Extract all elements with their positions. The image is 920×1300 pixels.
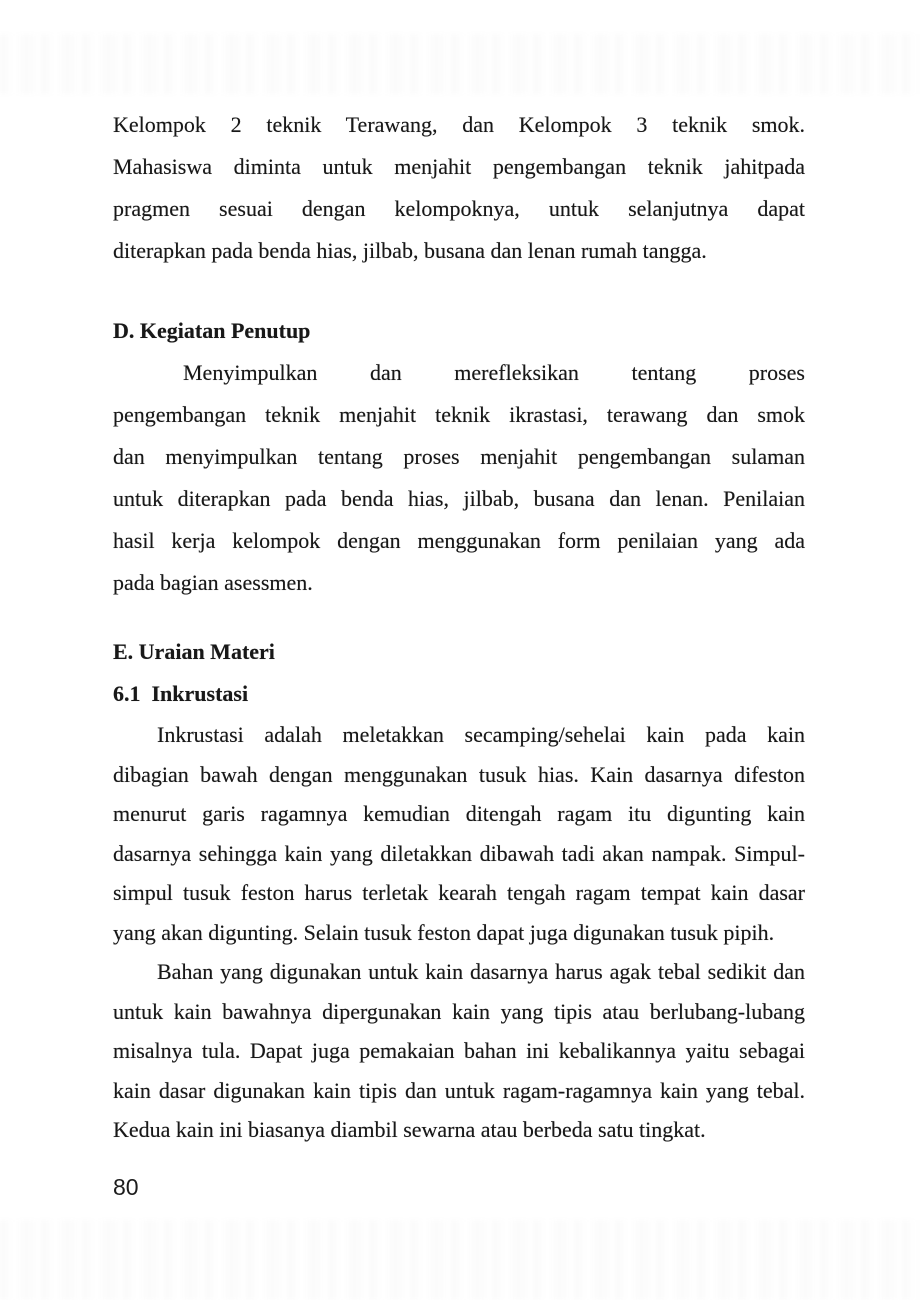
scan-artifact-top: [0, 34, 920, 94]
text-line: untuk diterapkan pada benda hias, jilbab, busana dan lenan. Penilaian: [113, 486, 805, 511]
text-line: menurut garis ragamnya kemudian ditengah ragam itu digunting kain: [113, 801, 805, 826]
text-line: Mahasiswa diminta untuk menjahit pengembangan teknik jahitpada: [113, 154, 805, 179]
scan-artifact-bottom: [0, 1220, 920, 1300]
text-line: Inkrustasi adalah meletakkan secamping/sehelai kain pada kain: [157, 722, 805, 747]
page-number: 80: [113, 1173, 139, 1200]
text-line: dibagian bawah dengan menggunakan tusuk hias. Kain dasarnya difeston: [113, 761, 805, 787]
paragraph-kegiatan-penutup: [113, 352, 805, 604]
paragraph-continuation: [113, 104, 805, 272]
text-line: Menyimpulkan dan merefleksikan tentang proses: [183, 360, 805, 385]
text-line: hasil kerja kelompok dengan menggunakan form penilaian yang ada: [113, 528, 805, 553]
text-line: simpul tusuk feston harus terletak kearah tengah ragam tempat kain dasar: [113, 880, 805, 905]
text-line: misalnya tula. Dapat juga pemakaian bahan ini kebalikannya yaitu sebagai: [113, 1038, 805, 1063]
subsection-heading-inkrustasi: 6.1 Inkrustasi: [113, 681, 249, 706]
text-line: Kedua kain ini biasanya diambil sewarna atau berbeda satu tingkat.: [113, 1117, 706, 1142]
text-line: Kelompok 2 teknik Terawang, dan Kelompok 3 teknik smok.: [113, 112, 805, 137]
text-line: Bahan yang digunakan untuk kain dasarnya harus agak tebal sedikit dan: [157, 959, 805, 984]
text-line: dasarnya sehingga kain yang diletakkan dibawah tadi akan nampak. Simpul-: [113, 840, 805, 866]
page-content: [113, 104, 805, 1202]
paragraph-inkrustasi-1: [113, 715, 805, 952]
section-heading-kegiatan-penutup: D. Kegiatan Penutup: [113, 318, 311, 343]
text-line: dan menyimpulkan tentang proses menjahit pengembangan sulaman: [113, 444, 805, 469]
text-line: yang akan digunting. Selain tusuk feston dapat juga digunakan tusuk pipih.: [113, 919, 775, 945]
text-line: pragmen sesuai dengan kelompoknya, untuk selanjutnya dapat: [113, 196, 805, 221]
text-line: kain dasar digunakan kain tipis dan untuk ragam-ragamnya kain yang tebal.: [113, 1077, 805, 1103]
text-line: pengembangan teknik menjahit teknik ikrastasi, terawang dan smok: [113, 402, 805, 427]
text-line: untuk kain bawahnya dipergunakan kain yang tipis atau berlubang-lubang: [113, 998, 805, 1024]
paragraph-inkrustasi-2: [113, 952, 805, 1150]
text-line: pada bagian asessmen.: [113, 570, 313, 595]
section-heading-uraian-materi: E. Uraian Materi: [113, 639, 275, 664]
text-line: diterapkan pada benda hias, jilbab, busana dan lenan rumah tangga.: [113, 238, 707, 263]
